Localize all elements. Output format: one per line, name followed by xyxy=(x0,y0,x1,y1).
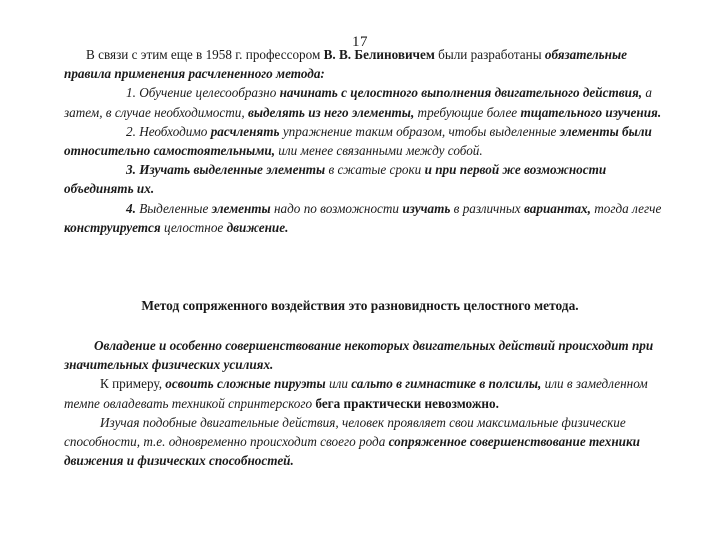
rule-3 xyxy=(64,160,664,198)
rule-4-text: целостное xyxy=(160,219,227,235)
paragraph-1: Овладение и особенно совершенствование некоторых двигательных действий происходит при значительных физических усилиях. xyxy=(64,338,654,373)
rule-1-text: Обучение целесообразно xyxy=(139,85,280,101)
paragraph-2-emphasis: бега практически невозможно. xyxy=(315,395,499,411)
rule-4-emphasis: элементы xyxy=(211,200,271,216)
conjugate-method-block xyxy=(64,336,664,470)
rule-2-text: или менее связанными между собой. xyxy=(275,143,483,159)
paragraph-2-emphasis: освоить сложные пируэты xyxy=(165,376,326,392)
rule-4-text: в различных xyxy=(450,200,524,216)
intro-heading: обязательные правила применения расчлененного метода: xyxy=(64,47,627,82)
rule-2 xyxy=(64,122,664,160)
rule-2-number: 2. xyxy=(126,123,136,139)
rule-2-text: упражнение таким образом, чтобы выделенные xyxy=(279,123,560,139)
page-number: 17 xyxy=(352,34,368,50)
rule-3-text: в сжатые сроки xyxy=(325,162,425,178)
paragraph-2-text: или в замедленном темпе овладевать техникой спринтерского xyxy=(64,376,648,411)
rule-4-text: надо по возможности xyxy=(270,200,403,216)
paragraph-2 xyxy=(64,374,664,412)
intro-text-a: В связи с этим еще в 1958 г. профессором xyxy=(86,47,324,62)
rule-2-emphasis: элементы были относительно самостоятельными, xyxy=(64,123,652,159)
rule-3-number: 3. xyxy=(126,162,136,178)
paragraph-3-text: Изучая подобные двигательные действия, человек проявляет свои максимальные физические способности, т.е. одновременно происходит своего рода xyxy=(64,414,626,450)
rule-4-emphasis: конструируется xyxy=(64,219,161,235)
rule-1-emphasis: выделять из него элементы, xyxy=(247,104,415,120)
paragraph-2-text: К примеру, xyxy=(100,376,166,392)
intro-paragraph xyxy=(64,45,664,83)
rule-4-number: 4. xyxy=(126,200,136,216)
intro-text-b: были разработаны xyxy=(434,47,545,62)
paragraph-3-emphasis: сопряженное совершенствование техники движения и физических способностей. xyxy=(64,434,641,469)
rule-4 xyxy=(64,199,664,237)
rule-1-emphasis: начинать с целостного выполнения двигательного действия, xyxy=(279,85,643,101)
method-title: Метод сопряженного воздействия это разновидность целостного метода. xyxy=(141,298,579,313)
rule-3-emphasis: и при первой же возможности объединять их. xyxy=(64,162,607,197)
paragraph-3 xyxy=(64,413,664,471)
rule-1-number: 1. xyxy=(126,85,136,101)
intro-author: В. В. Белиновичем xyxy=(323,47,435,62)
paragraph-2-text: или xyxy=(325,376,352,392)
rule-1-text: требующие более xyxy=(414,104,521,120)
rule-4-emphasis: вариантах, xyxy=(523,200,591,216)
rule-1-text: а затем, в случае необходимости, xyxy=(64,85,652,120)
rule-2-emphasis: расчленять xyxy=(210,123,280,139)
rule-4-emphasis: движение. xyxy=(226,219,289,235)
paragraph-2-emphasis: сальто в гимнастике в полсилы, xyxy=(351,376,542,392)
rule-1-emphasis: тщательного изучения. xyxy=(520,104,662,120)
rule-1 xyxy=(64,83,664,121)
rule-4-text: Выделенные xyxy=(139,200,212,216)
rule-4-emphasis: изучать xyxy=(402,200,451,216)
rule-2-text: Необходимо xyxy=(139,123,211,139)
rule-4-text: тогда легче xyxy=(590,200,662,216)
rules-block xyxy=(64,45,664,237)
rule-3-emphasis: Изучать выделенные элементы xyxy=(139,162,326,178)
